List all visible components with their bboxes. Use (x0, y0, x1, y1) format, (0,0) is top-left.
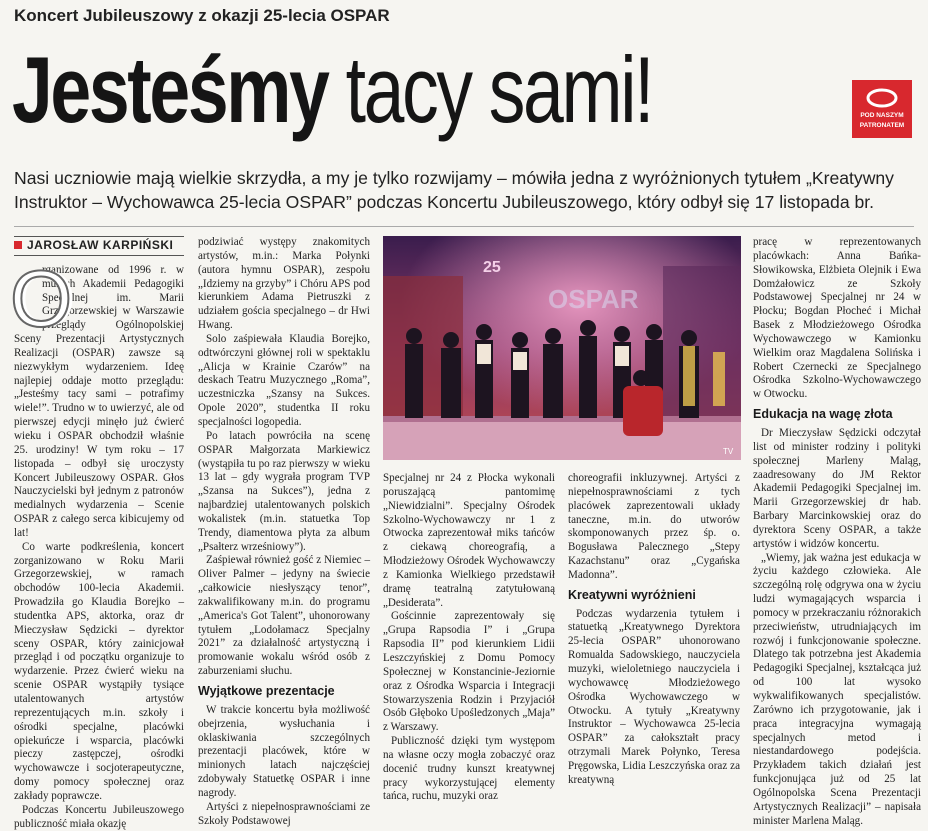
patronage-logo-icon (865, 87, 899, 109)
paragraph: W trakcie koncertu była możliwość obejrzenia, wysłuchania i oklaskiwania szczególnych prezentacji placówek, które w minionych latach najczęściej zdobywały Statuetkę OSPAR i inne nagrody. (198, 703, 370, 799)
paragraph: Po latach powróciła na scenę OSPAR Małgorzata Markiewicz (wystąpiła tu po raz pierwszy w wieku 13 lat – gdy wygrała program TVP „Szansa na Sukces”), jedna z najbardziej utalentowanych polskich wokalistek (m.in. statuetka Top Trendy, diamentowa płyta za album „Psałterz wrześniowy”). (198, 429, 370, 553)
headline-bold: Jesteśmy (12, 37, 328, 142)
subheading: Wyjątkowe prezentacje (198, 684, 335, 698)
article-column-1 (14, 236, 184, 831)
article-column-3 (383, 472, 555, 804)
paragraph: Publiczność dzięki tym występom na własne oczy mogła zobaczyć oraz docenić trudny kunszt kreatywnej pracy wykorzystującej elementy tańca, ruchu, muzyki oraz (383, 735, 555, 803)
paragraph: Gościnnie zaprezentowały się „Grupa Rapsodia I” i „Grupa Rapsodia II” pod kierunkiem Lidii Leszczyńskiej z Domu Pomocy Społecznej w Konstancinie-Jeziornie oraz z Ośrodka Wsparcia i Integracji Stowarzyszenia Rodzin i Przyjaciół Osób Głęboko Upośledzonych „Maja” z Warszawy. (383, 610, 555, 734)
headline-light: tacy sami! (345, 37, 653, 142)
paragraph: Dr Mieczysław Sędzicki odczytał list od minister rodziny i polityki społecznej Marleny Maląg, zaadresowany do JM Rektor Akademii Pedagogiki Specjalnej im. Marii Grzegorzewskiej dr hab. Barbary Marcinkowskiej oraz do dyrektora Sceny OSPAR, a także artystów i widzów koncertu. (753, 426, 921, 550)
paragraph: Specjalnej nr 24 z Płocka wykonali poruszającą pantomimę „Niewidzialni”. Specjalny Ośrodek Szkolno-Wychowawczy nr 1 z Otwocka zaprezentował miks tańców z ciekawą choreografią, a Młodzieżowy Ośrodek Wychowawczy z Kamionka Wielkiego przedstawił dramę teatralną zatytułowaną „Desiderata”. (383, 472, 555, 609)
photo-credit: TV (723, 447, 734, 456)
divider (14, 226, 914, 227)
article-column-2 (198, 236, 370, 828)
article-column-5 (753, 236, 921, 828)
stage-image (383, 236, 741, 460)
paragraph: Zaśpiewał również gość z Niemiec – Oliver Palmer – jedyny na świecie „całkowicie niesłyszący tenor”, zakwalifikowany m.in. do programu „America's Got Talent”, uhonorowany tytułem „Lodołamacz Specjalny 2021” za działalność artystyczną i promowanie wokalu wśród osób z zaburzeniami słuchu. (198, 554, 370, 678)
paragraph: podziwiać występy znakomitych artystów, m.in.: Marka Połynki (autora hymnu OSPAR), zespołu „Idziemy na grzyby” i Chóru APS pod kierunkiem Adama Pietruszki z udziałem gościa specjalnego – dr Hwi Hwang. (198, 236, 370, 332)
paragraph: choreografii inkluzywnej. Artyści z niepełnosprawnościami z tych placówek zaprezentowali układy taneczne, m.in. do utworów skomponowanych przez śp. o. Bogusława Palecznego „Stepy Kazachstanu” oraz „Cygańska Madonna”. (568, 472, 740, 581)
lead-paragraph: Nasi uczniowie mają wielkie skrzydła, a my je tylko rozwijamy – mówiła jedna z wyróżnionych tytułem „Kreatywny Instruktor – Wychowawca 25-lecia OSPAR” podczas Koncertu Jubileuszowego, który odbył się 17 listopada br. (14, 168, 894, 212)
photo-banner-text: OSPAR (548, 284, 639, 314)
paragraph: O O rganizowane od 1996 r. w murach Akademii Pedagogiki Specjalnej im. Marii Grzegorzewskiej w Warszawie przeglądy Ogólnopolskiej Sceny Prezentacji Artystycznych Realizacji (OSPAR) zawsze są niezwykłym wydarzeniem. Ideę najlepiej oddaje motto przeglądu: „Jesteśmy tacy sami – potrafimy wiele!”. Trudno w to uwierzyć, ale od pierwszej edycji minęło już ćwierć wieku i OSPAR obchodził właśnie 25. urodziny! W tym roku – 17 listopada – odbył się uroczysty Koncert Jubileuszowy OSPAR. Głos Nauczycielski był jednym z patronów medialnych wydarzenia – Scenie OSPAR z całego serca kibicujemy od lat! (14, 264, 184, 541)
article-column-4 (568, 472, 740, 788)
headline (12, 36, 652, 144)
paragraph: Solo zaśpiewała Klaudia Borejko, odtwórczyni głównej roli w spektaklu „Alicja w Krainie Czarów” na deskach Teatru Muzycznego „Roma”, uczestniczka „Szansy na Sukces. Opole 2020”, studentka II roku specjalności logopedia. (198, 332, 370, 428)
photo-logo-text: 25 (483, 259, 501, 276)
paragraph: Co warte podkreślenia, koncert zorganizowano w Roku Marii Grzegorzewskiej, w ramach obchodów 100-lecia Akademii. Prowadziła go Klaudia Borejko – studentka APS, aktorka, oraz dr Mieczysław Sędzicki – dyrektor sceny OSPAR, który zainicjował przegląd i od początku organizuje to wydarzenie. Przez ćwierć wieku na scenie OSPAR wystąpiły tysiące utalentowanych artystów reprezentujących m.in. szkoły i ośrodki specjalne, placówki opiekuńcze i wsparcia, placówki pieczy zastępczej, ośrodki wychowawcze i socjoterapeutyczne, domy pomocy społecznej oraz zakłady poprawcze. (14, 540, 184, 802)
patronage-badge (852, 80, 912, 138)
subheading: Edukacja na wagę złota (753, 407, 893, 422)
paragraph: Podczas wydarzenia tytułem i statuetką „Kreatywnego Dyrektora 25-lecia OSPAR” uhonorowano Romualda Sadowskiego, nauczyciela muzyki, wieloletniego nauczyciela i wychowawcę Młodzieżowego Ośrodka Wychowawczego w Otwocku. A tytuły „Kreatywny Instruktor – Wychowawca 25-lecia OSPAR” za całokształt pracy otrzymali Marek Połynko, Teresa Pręgowska, Lidia Leszczyńska oraz za kreatywną (568, 607, 740, 786)
concert-photo (383, 236, 741, 460)
author-byline: JAROSŁAW KARPIŃSKI (14, 236, 184, 256)
subheading: Kreatywni wyróżnieni (568, 587, 696, 602)
paragraph: Podczas Koncertu Jubileuszowego publiczność miała okazję (14, 803, 184, 830)
paragraph: „Wiemy, jak ważna jest edukacja w życiu każdego człowieka. Ale szczególną rolę odgrywa ona w życiu ludzi wymagających wsparcia i pomocy w przekraczaniu różnorakich przeciwieństw, utrudniających im rozwój i funkcjonowanie społeczne. Dlatego tak potrzebna jest Akademia Pedagogiki Specjalnej, kształcąca już od 100 lat wysoko wykwalifikowanych specjalistów. Zarówno ich przygotowanie, jak i praca integracyjna wymagają specjalnych metod i niestandardowego podejścia. Przykładem takich działań jest funkcjonująca już od 25 lat Ogólnopolska Scena Prezentacji Artystycznych Realizacji” – napisała minister Marlena Maląg. (753, 551, 921, 827)
kicker: Koncert Jubileuszowy z okazji 25-lecia OSPAR (14, 6, 390, 25)
patronage-line2: PATRONATEM (859, 122, 905, 129)
paragraph: pracę w reprezentowanych placówkach: Anna Bańka-Słowikowska, Elżbieta Olejnik i Ewa Domżałowicz ze Szkoły Podstawowej Specjalnej nr 24 w Płocku; Bogdan Płocheć i Michał Basek z Młodzieżowego Ośrodka Wychowawczego w Kamionku Wielkim oraz Magdalena Solińska i Robert Czernecki ze Specjalnego Ośrodka Szkolno-Wychowawczego w Otwocku. (753, 236, 921, 401)
patronage-line1: POD NASZYM (860, 112, 904, 119)
drop-cap: O O (14, 266, 36, 330)
paragraph: Artyści z niepełnosprawnościami ze Szkoły Podstawowej (198, 800, 370, 827)
